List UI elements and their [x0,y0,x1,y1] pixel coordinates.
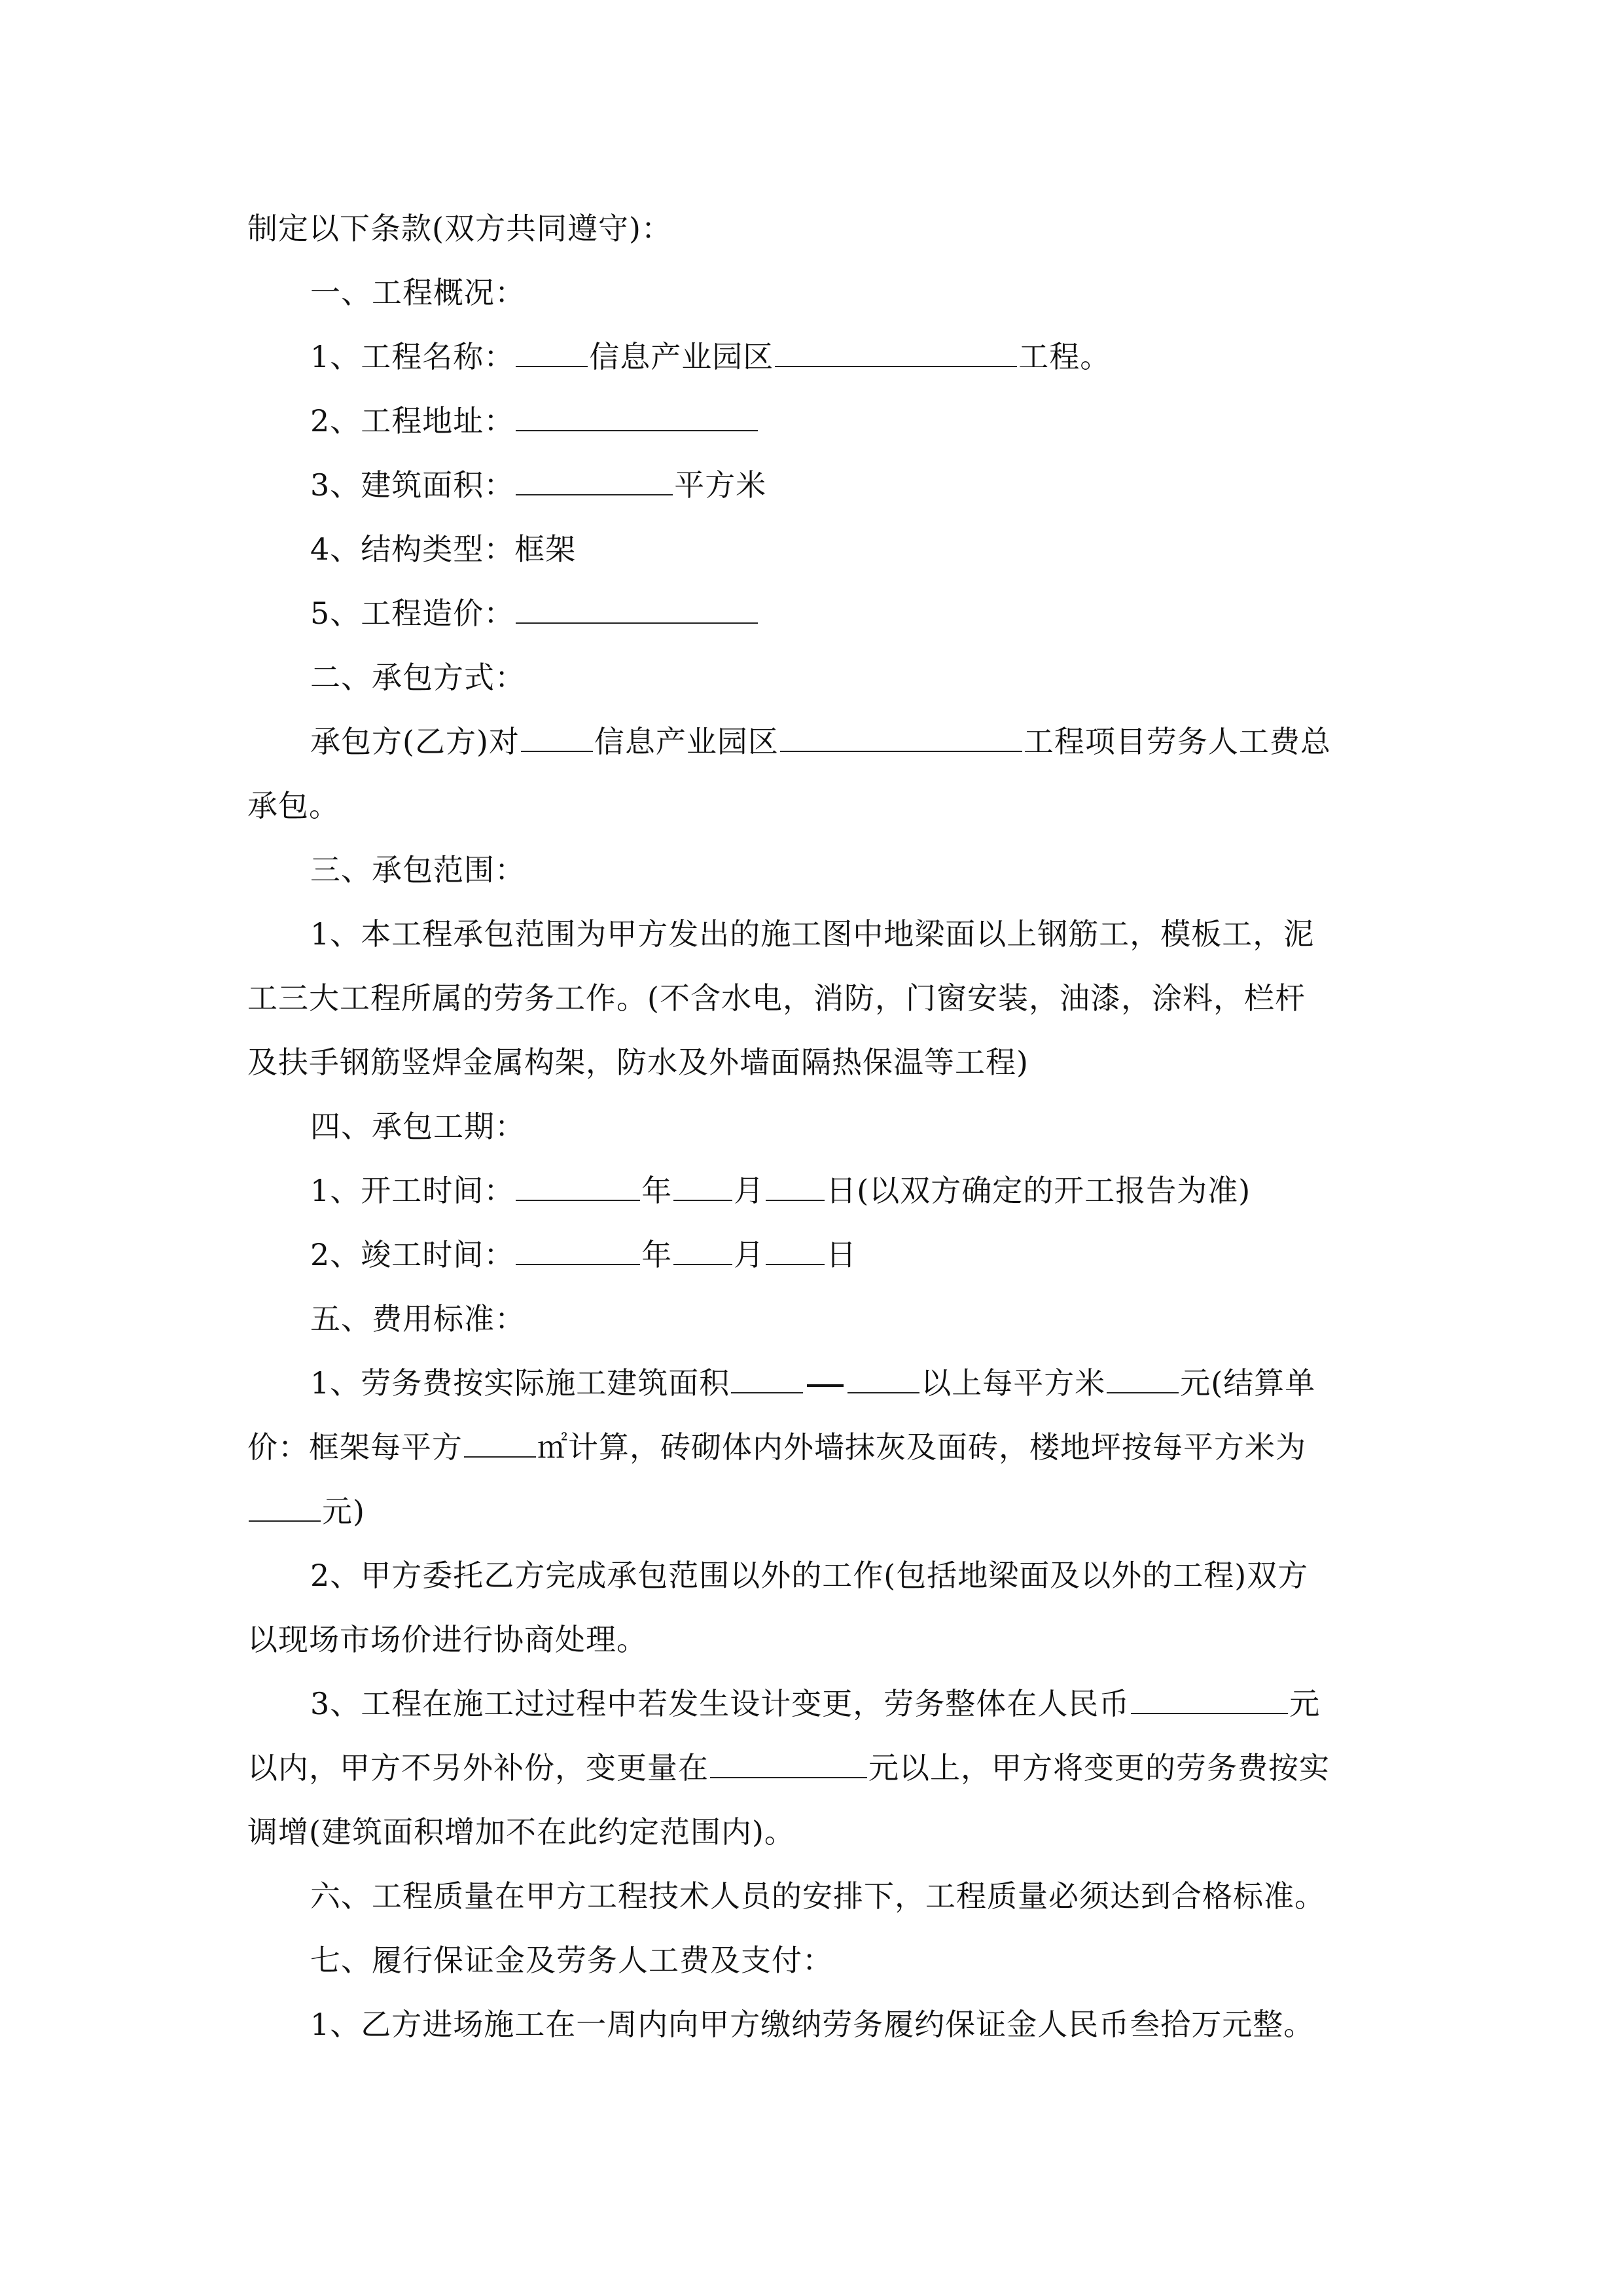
section-1-title: 一、工程概况： [310,275,526,310]
end-date-row [247,1223,1380,1287]
end-day-unit: 日 [826,1237,857,1272]
end-month-unit: 月 [734,1237,765,1272]
end-date-label: 2、竣工时间： [310,1237,515,1272]
contract-mode-text-c: 承包。 [247,788,340,823]
structure-type-value: 框架 [514,531,577,567]
fee-floor-blank [249,1494,321,1522]
project-name-tail: 工程。 [1018,339,1111,374]
fee-text-e: ㎡计算，砖砌体内外墙抹灰及面砖，楼地坪按每平方米为 [537,1429,1306,1465]
building-area-label: 3、建筑面积： [310,467,515,503]
section-7-heading [247,1928,1380,1992]
intro-line [247,196,1380,260]
project-cost-blank [516,596,758,624]
project-name-value: 信息产业园区 [589,339,774,374]
start-year-unit: 年 [641,1173,673,1208]
fee-price-blank [1107,1366,1179,1393]
structure-type-row [247,517,1380,581]
intro-text: 制定以下条款(双方共同遵守)： [247,211,672,246]
start-month-blank [673,1174,732,1201]
fee2-line-2 [247,1607,1380,1672]
fee2-text-a: 2、甲方委托乙方完成承包范围以外的工作(包括地梁面及以外的工程)双方 [310,1558,1309,1593]
fee-area-blank-1 [731,1366,803,1393]
scope-text-2: 工三大工程所属的劳务工作。(不含水电，消防，门窗安装，油漆，涂料，栏杆 [247,980,1306,1016]
section-2-heading [247,645,1380,709]
end-year-unit: 年 [641,1237,673,1272]
section-2-title: 二、承包方式： [310,660,526,695]
section-3-heading [247,838,1380,902]
fee-text-d: 价：框架每平方 [247,1429,463,1465]
contract-mode-text-a: 承包方(乙方)对 [310,724,520,759]
start-date-label: 1、开工时间： [310,1173,515,1208]
scope-line-3 [247,1030,1380,1094]
project-name-blank-1 [516,340,588,367]
project-cost-row [247,581,1380,645]
building-area-blank [516,468,673,495]
fee2-line-1 [247,1543,1380,1607]
section-3-title: 三、承包范围： [310,852,526,888]
building-area-row [247,453,1380,517]
contract-mode-blank-1 [521,725,593,752]
deposit-text: 1、乙方进场施工在一周内向甲方缴纳劳务履约保证金人民币叁拾万元整。 [310,2007,1315,2042]
fee3-text-b: 元 [1289,1686,1321,1721]
project-address-blank [516,404,758,431]
project-cost-label: 5、工程造价： [310,596,515,631]
building-area-unit: 平方米 [674,467,767,503]
fee3-text-c: 以内，甲方不另外补份，变更量在 [247,1750,709,1785]
section-5-title: 五、费用标准： [310,1301,526,1336]
deposit-line [247,1992,1380,2056]
fee3-amount-blank-2 [710,1751,867,1778]
section-5-heading [247,1287,1380,1351]
section-6-line [247,1864,1380,1928]
end-year-blank [516,1238,640,1265]
start-year-blank [516,1174,640,1201]
section-6-text: 六、工程质量在甲方工程技术人员的安排下，工程质量必须达到合格标准。 [310,1878,1325,1914]
fee-line-1 [247,1351,1380,1415]
end-month-blank [673,1238,732,1265]
section-1-heading [247,260,1380,325]
contract-mode-blank-2 [780,725,1022,752]
section-7-title: 七、履行保证金及劳务人工费及支付： [310,1943,833,1978]
scope-line-2 [247,966,1380,1030]
project-name-blank-2 [775,340,1017,367]
fee-line-2 [247,1415,1380,1479]
fee3-text-e: 调增(建筑面积增加不在此约定范围内)。 [247,1814,795,1850]
fee-text-b: 以上每平方米 [921,1365,1106,1401]
start-day-unit: 日 [826,1173,857,1208]
document-body [247,196,1380,2056]
fee3-text-d: 元以上，甲方将变更的劳务费按实 [868,1750,1330,1785]
fee-frame-blank [464,1430,536,1458]
project-address-row [247,389,1380,453]
start-month-unit: 月 [734,1173,765,1208]
project-name-row [247,325,1380,389]
fee3-line-1 [247,1672,1380,1736]
contract-mode-line-2 [247,774,1380,838]
contract-mode-line-1 [247,709,1380,774]
scope-text-3: 及扶手钢筋竖焊金属构架，防水及外墙面隔热保温等工程) [247,1045,1029,1080]
end-day-blank [766,1238,825,1265]
fee3-amount-blank-1 [1131,1687,1288,1714]
start-date-row [247,1158,1380,1223]
scope-text-1: 1、本工程承包范围为甲方发出的施工图中地梁面以上钢筋工，模板工，泥 [310,916,1315,952]
project-name-label: 1、工程名称： [310,339,515,374]
fee3-line-2 [247,1736,1380,1800]
contract-mode-value: 信息产业园区 [594,724,779,759]
fee3-line-3 [247,1800,1380,1864]
fee-line-3 [247,1479,1380,1543]
range-dash [807,1384,844,1387]
project-address-label: 2、工程地址： [310,403,515,439]
fee-text-c: 元(结算单 [1180,1365,1316,1401]
start-day-blank [766,1174,825,1201]
section-4-heading [247,1094,1380,1158]
scope-line-1 [247,902,1380,966]
fee-text-f: 元) [322,1494,365,1529]
start-date-note: (以双方确定的开工报告为准) [857,1173,1251,1208]
fee3-text-a: 3、工程在施工过过程中若发生设计变更，劳务整体在人民币 [310,1686,1130,1721]
section-4-title: 四、承包工期： [310,1109,526,1144]
fee-text-a: 1、劳务费按实际施工建筑面积 [310,1365,730,1401]
fee2-text-b: 以现场市场价进行协商处理。 [247,1622,647,1657]
structure-type-label: 4、结构类型： [310,531,515,567]
fee-area-blank-2 [847,1366,919,1393]
contract-mode-text-b: 工程项目劳务人工费总 [1023,724,1331,759]
